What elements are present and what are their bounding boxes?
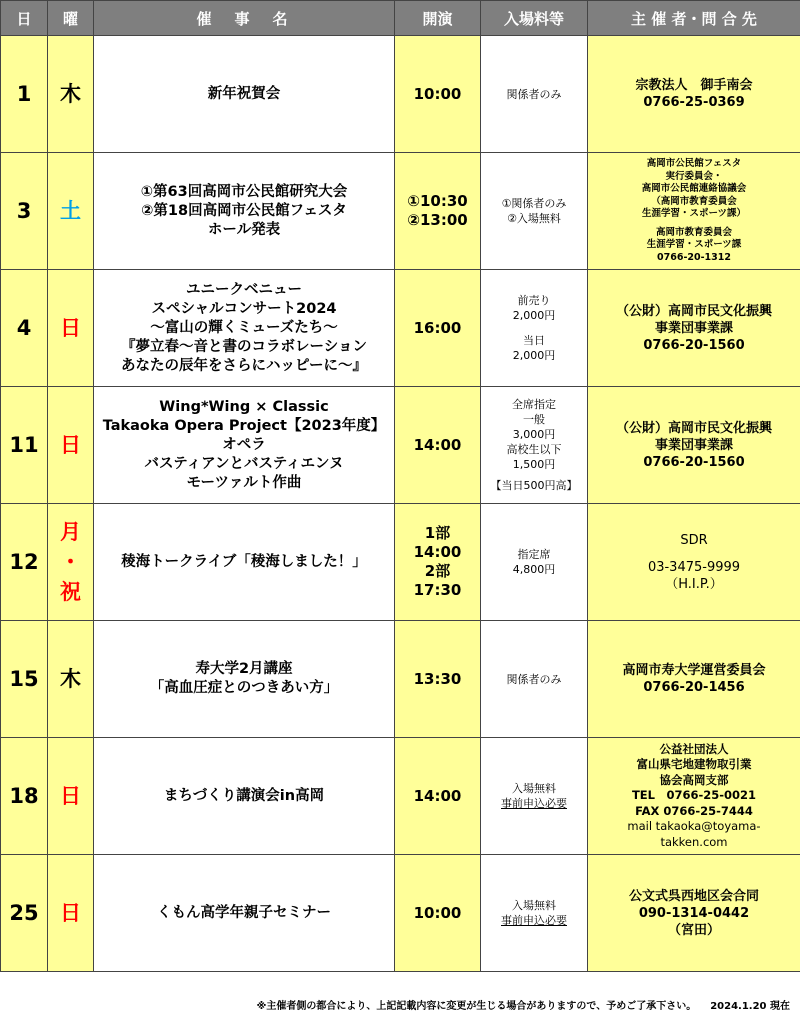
fee-line: 高校生以下 — [506, 443, 562, 456]
time-line: 10:00 — [413, 903, 462, 922]
table-row — [1, 387, 800, 504]
header-time: 開演 — [395, 1, 481, 36]
time-line: ②13:00 — [407, 211, 468, 229]
table-row — [1, 36, 800, 153]
event-cell — [94, 153, 395, 270]
organizer-line: 協会高岡支部 — [659, 772, 729, 787]
day-cell: 4 — [1, 270, 48, 387]
fee-line: 一般 — [523, 413, 545, 426]
weekday-text: 祝 — [60, 580, 81, 604]
organizer-line: 公文式呉西地区会合同 — [628, 888, 759, 904]
weekday-cell — [48, 738, 94, 855]
organizer-line: takken.com — [660, 834, 728, 849]
fee-line: 前売り — [517, 294, 551, 307]
fee-line: 入場無料 — [512, 899, 556, 912]
organizer-line: （公財）高岡市民文化振興 — [615, 303, 772, 319]
table-header-row — [1, 1, 800, 36]
event-cell — [94, 738, 395, 855]
organizer-line: 富山県宅地建物取引業 — [636, 757, 752, 772]
time-line: 17:30 — [413, 581, 462, 599]
fee-cell — [481, 270, 588, 387]
organizer-line: 実行委員会・ — [665, 170, 723, 182]
event-cell — [94, 270, 395, 387]
fee-line: 関係者のみ — [506, 672, 562, 686]
weekday-cell — [48, 387, 94, 504]
event-cell — [94, 36, 395, 153]
organizer-line: FAX 0766-25-7444 — [635, 803, 753, 818]
time-line: 13:30 — [413, 669, 462, 688]
time-cell — [395, 621, 481, 738]
fee-line: 2,000円 — [512, 349, 556, 362]
fee-line: 事前申込必要 — [501, 914, 567, 927]
event-line: ホール発表 — [207, 221, 281, 238]
weekday-text: 月 — [60, 520, 81, 544]
organizer-cell — [588, 36, 800, 153]
event-line: まちづくり講演会in高岡 — [163, 787, 325, 804]
fee-cell — [481, 387, 588, 504]
fee-line: 指定席 — [517, 548, 551, 561]
weekday-text: 日 — [60, 433, 81, 457]
spacer — [483, 323, 585, 333]
time-line: ①10:30 — [407, 192, 468, 210]
header-organizer: 主 催 者・問 合 先 — [588, 1, 800, 36]
time-line: 16:00 — [413, 318, 462, 337]
table-row — [1, 738, 800, 855]
header-fee: 入場料等 — [481, 1, 588, 36]
day-cell: 12 — [1, 504, 48, 621]
organizer-cell — [588, 387, 800, 504]
weekday-cell — [48, 855, 94, 972]
time-cell — [395, 504, 481, 621]
organizer-line: 0766-20-1560 — [643, 337, 745, 353]
event-line: 寿大学2月講座 — [195, 661, 293, 677]
event-cell — [94, 387, 395, 504]
day-cell: 1 — [1, 36, 48, 153]
organizer-line: 0766-20-1456 — [643, 680, 745, 695]
fee-line: 入場無料 — [512, 782, 556, 795]
event-cell — [94, 504, 395, 621]
event-line: ②第18回高岡市公民館フェスタ — [141, 202, 347, 219]
event-line: バスティアンとバスティエンヌ — [144, 455, 344, 472]
organizer-cell — [588, 621, 800, 738]
time-line: 14:00 — [413, 543, 462, 561]
fee-cell — [481, 153, 588, 270]
day-cell: 3 — [1, 153, 48, 270]
event-cell — [94, 855, 395, 972]
organizer-line: 高岡市公民館連絡協議会 — [641, 183, 747, 194]
event-line: 「高血圧症とのつきあい方」 — [149, 680, 339, 696]
time-line: 1部 — [424, 524, 451, 542]
organizer-line: SDR — [680, 532, 708, 548]
organizer-line: 事業団事業課 — [654, 320, 733, 336]
event-line: あなたの辰年をさらにハッピーに～』 — [121, 357, 367, 374]
fee-line: 当日 — [523, 334, 545, 347]
table-row — [1, 504, 800, 621]
event-line: 稜海トークライブ「稜海しました！」 — [121, 553, 367, 570]
weekday-cell — [48, 504, 94, 621]
time-cell — [395, 36, 481, 153]
event-line: モーツァルト作曲 — [186, 474, 302, 491]
fee-cell — [481, 738, 588, 855]
spacer — [590, 549, 798, 559]
organizer-line: 生涯学習・スポーツ課 — [646, 239, 742, 250]
footer-disclaimer: ※主催者側の都合により、上記記載内容に変更が生じる場合がありますので、予めご了承下さい。 — [256, 1001, 697, 1012]
organizer-line: （高岡市教育委員会 — [651, 195, 737, 207]
weekday-cell — [48, 36, 94, 153]
fee-line: 1,500円 — [512, 458, 556, 471]
organizer-line: 生涯学習・スポーツ課） — [641, 208, 747, 219]
organizer-line: 高岡市寿大学運営委員会 — [622, 663, 766, 678]
weekday-text: 日 — [60, 901, 81, 925]
weekday-cell — [48, 621, 94, 738]
organizer-cell — [588, 504, 800, 621]
organizer-line: 高岡市公民館フェスタ — [646, 158, 742, 169]
weekday-text: ・ — [60, 550, 81, 574]
footer-note — [0, 997, 790, 1012]
organizer-line: 高岡市教育委員会 — [655, 226, 732, 238]
fee-cell — [481, 504, 588, 621]
organizer-line: （公財）高岡市民文化振興 — [615, 420, 772, 436]
organizer-cell — [588, 738, 800, 855]
table-row — [1, 621, 800, 738]
weekday-cell — [48, 270, 94, 387]
table-row — [1, 153, 800, 270]
fee-cell — [481, 36, 588, 153]
day-cell: 15 — [1, 621, 48, 738]
organizer-line: 公益社団法人 — [659, 741, 729, 756]
time-line: 14:00 — [413, 435, 462, 454]
time-line: 2部 — [424, 562, 451, 580]
event-line: 新年祝賀会 — [207, 85, 281, 102]
organizer-line: （宮田） — [667, 922, 720, 938]
event-line: ①第63回高岡市公民館研究大会 — [140, 183, 348, 200]
fee-cell — [481, 855, 588, 972]
organizer-line: 03-3475-9999 — [647, 559, 741, 575]
organizer-cell — [588, 153, 800, 270]
event-line: オペラ — [222, 436, 266, 453]
weekday-text: 日 — [60, 316, 81, 340]
time-line: 14:00 — [413, 786, 462, 805]
event-cell — [94, 621, 395, 738]
organizer-line: 0766-20-1312 — [657, 251, 731, 263]
weekday-text: 土 — [60, 199, 81, 223]
footer-date: 2024.1.20 現在 — [710, 1001, 790, 1012]
header-weekday: 曜 — [48, 1, 94, 36]
weekday-cell — [48, 153, 94, 270]
weekday-text: 日 — [60, 784, 81, 808]
table-row — [1, 270, 800, 387]
event-line: スペシャルコンサート2024 — [151, 300, 337, 317]
weekday-text: 木 — [60, 82, 81, 106]
organizer-line: 宗教法人 御手南会 — [635, 78, 753, 93]
fee-cell — [481, 621, 588, 738]
event-line: ユニークベニュー — [186, 281, 302, 298]
fee-line: 事前申込必要 — [501, 797, 567, 810]
day-cell: 11 — [1, 387, 48, 504]
organizer-line: 0766-25-0369 — [643, 95, 745, 110]
day-cell: 18 — [1, 738, 48, 855]
table-row — [1, 855, 800, 972]
fee-line: 3,000円 — [512, 428, 556, 441]
organizer-cell — [588, 855, 800, 972]
organizer-cell — [588, 270, 800, 387]
time-cell — [395, 387, 481, 504]
header-event: 催 事 名 — [94, 1, 395, 36]
time-cell — [395, 738, 481, 855]
weekday-text: 木 — [60, 667, 81, 691]
fee-line: ①関係者のみ — [501, 197, 567, 210]
organizer-line: TEL 0766-25-0021 — [631, 788, 757, 803]
fee-line: 関係者のみ — [506, 87, 562, 101]
fee-line: 4,800円 — [512, 563, 556, 576]
time-cell — [395, 270, 481, 387]
fee-line: 全席指定 — [512, 398, 556, 411]
event-line: 『夢立春～音と書のコラボレーション — [121, 338, 367, 355]
fee-line: 2,000円 — [512, 309, 556, 322]
organizer-line: 事業団事業課 — [654, 437, 733, 453]
fee-line: 【当日500円高】 — [490, 479, 578, 492]
fee-line: ②入場無料 — [507, 212, 561, 225]
day-cell: 25 — [1, 855, 48, 972]
organizer-line: （H.I.P.） — [665, 576, 723, 592]
organizer-line: 0766-20-1560 — [643, 454, 745, 470]
time-cell — [395, 153, 481, 270]
event-line: くもん高学年親子セミナー — [157, 904, 331, 921]
time-line: 10:00 — [413, 84, 462, 103]
organizer-line: mail takaoka@toyama- — [627, 819, 761, 834]
time-cell — [395, 855, 481, 972]
organizer-line: 090-1314-0442 — [638, 905, 750, 921]
event-line: Wing*Wing × Classic — [159, 398, 329, 415]
event-line: Takaoka Opera Project【2023年度】 — [102, 417, 386, 434]
header-day: 日 — [1, 1, 48, 36]
event-line: ～富山の輝くミューズたち～ — [150, 319, 338, 336]
